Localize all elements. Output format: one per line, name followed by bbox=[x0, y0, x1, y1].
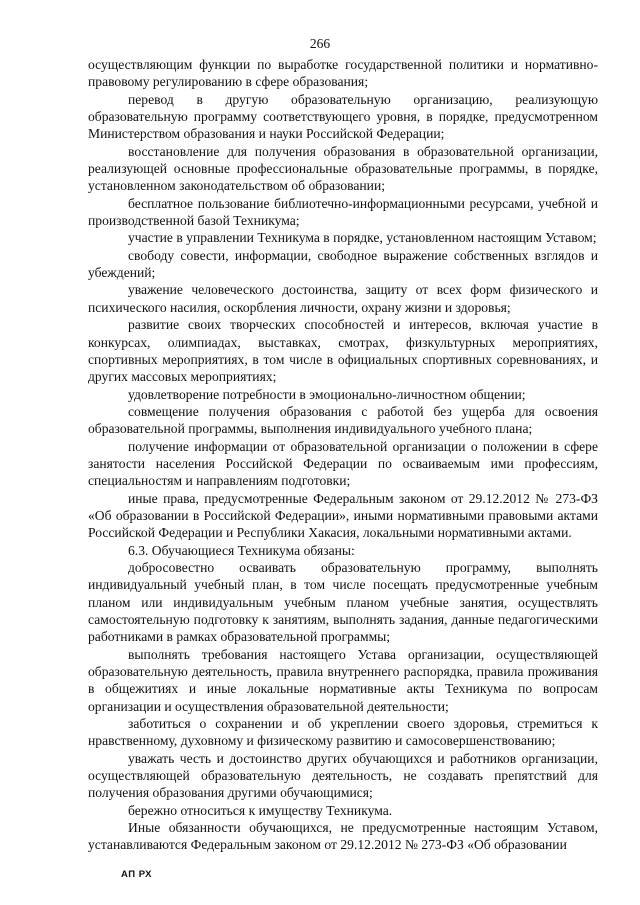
paragraph-continuation: осуществляющим функции по выработке государственной политики и нормативно-правовому регулированию в сфере образования; bbox=[88, 57, 598, 90]
paragraph-right-development: развитие своих творческих способностей и интересов, включая участие в конкурсах, олимпиадах, выставках, смотрах, физкультурных мероприятиях, спортивных мероприятиях, в том числе в официальных спортивных соревнованиях, и других массовых мероприятиях; bbox=[88, 317, 598, 385]
paragraph-duty-study: добросовестно осваивать образовательную программу, выполнять индивидуальный учебный план, в том числе посещать предусмотренные учебным планом или индивидуальным учебным планом учебные занятия, осуществлять самостоятельную подготовку к занятиям, выполнять задания, данные педагогическими работниками в рамках образовательной программы; bbox=[88, 559, 598, 645]
paragraph-duty-respect: уважать честь и достоинство других обучающихся и работников организации, осуществляющей образовательную деятельность, не создавать препятствий для получения образования другими обучающимися; bbox=[88, 750, 598, 801]
paragraph-right-communication: удовлетворение потребности в эмоционально-личностном общении; bbox=[128, 386, 526, 402]
paragraph-duty-health: заботиться о сохранении и об укреплении своего здоровья, стремиться к нравственному, духовному и физическому развитию и самосовершенствованию; bbox=[88, 716, 598, 749]
document-body bbox=[88, 56, 598, 854]
footer-stamp: АП РХ bbox=[121, 869, 153, 880]
paragraph-right-governance: участие в управлении Техникума в порядке, установленном настоящим Уставом; bbox=[128, 230, 597, 246]
paragraph-right-employment-info: получение информации от образовательной организации о положении в сфере занятости населения Российской Федерации по осваиваемым ими профессиям, специальностям и направлениям подготовки; bbox=[88, 438, 598, 489]
paragraph-right-freedom: свободу совести, информации, свободное выражение собственных взглядов и убеждений; bbox=[88, 247, 598, 281]
paragraph-duty-property: бережно относиться к имуществу Техникума. bbox=[128, 802, 393, 818]
paragraph-right-transfer: перевод в другую образовательную организацию, реализующую образовательную программу соответствующего уровня, в порядке, предусмотренном Министерством образования и науки Российской Федерации; bbox=[88, 91, 598, 142]
paragraph-right-library: бесплатное пользование библиотечно-информационными ресурсами, учебной и производственной базой Техникума; bbox=[88, 195, 598, 229]
paragraph-other-duties: Иные обязанности обучающихся, не предусмотренные настоящим Уставом, устанавливаются Федеральным законом от 29.12.2012 № 273-ФЗ «Об образовании bbox=[88, 820, 598, 853]
paragraph-right-other: иные права, предусмотренные Федеральным законом от 29.12.2012 № 273-ФЗ «Об образовании в Российской Федерации», иными нормативными правовыми актами Российской Федерации и Республики Хакасия, локальными нормативными актами. bbox=[88, 490, 598, 541]
paragraph-right-dignity: уважение человеческого достоинства, защиту от всех форм физического и психического насилия, оскорбления личности, охрану жизни и здоровья; bbox=[88, 282, 598, 315]
page-number: 266 bbox=[309, 36, 331, 51]
paragraph-right-restoration: восстановление для получения образования в образовательной организации, реализующей основные профессиональные образовательные программы, в порядке, установленном законодательством об образовании; bbox=[88, 143, 598, 194]
section-heading-obligations: 6.3. Обучающиеся Техникума обязаны: bbox=[128, 542, 355, 558]
paragraph-duty-rules: выполнять требования настоящего Устава организации, осуществляющей образовательную деятельность, правила внутреннего распорядка, правила проживания в общежитиях и иные локальные нормативные акты Техникума по вопросам организации и осуществления образовательной деятельности; bbox=[88, 646, 598, 714]
paragraph-right-work: совмещение получения образования с работой без ущерба для освоения образовательной программы, выполнения индивидуального учебного плана; bbox=[88, 403, 598, 437]
